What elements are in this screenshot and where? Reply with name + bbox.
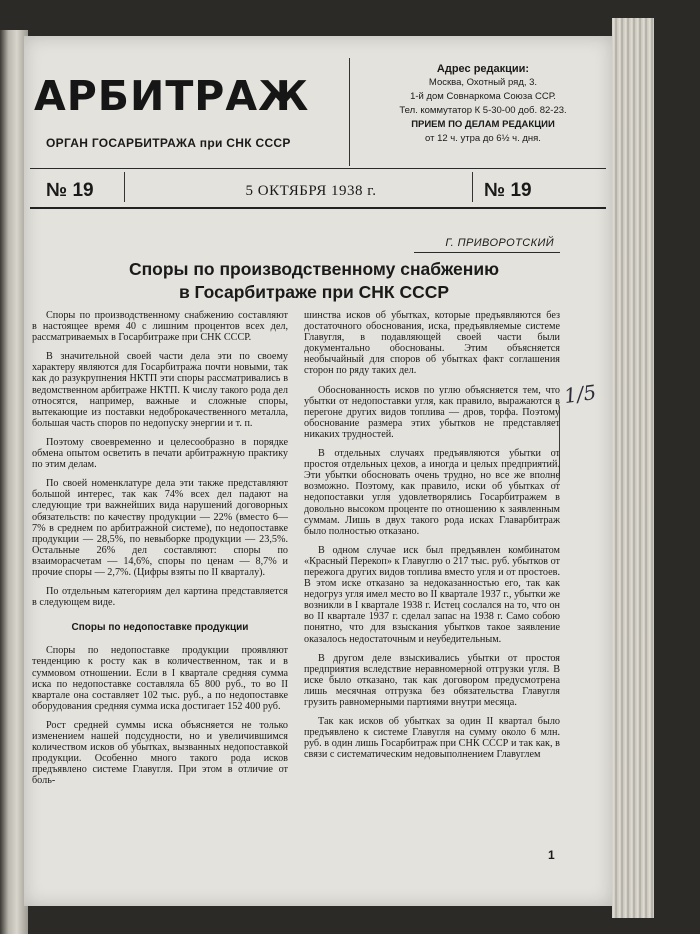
paragraph: В другом деле взыскивались убытки от простоя предприятия вследствие неравномерной отгрузки угля. В иске было отказано, так как договором предусмотрена лишь месячная отгрузка без обязательства Главугля грузить равномерными партиями внутри месяца. (304, 652, 560, 708)
title-line: Споры по производственному снабжению (128, 259, 500, 279)
article-title (54, 258, 574, 304)
masthead-divider (349, 58, 350, 166)
address-heading: Адрес редакции: (436, 63, 530, 75)
address-line: от 12 ч. утра до 6½ ч. дня. (425, 133, 541, 144)
article-author: Г. ПРИВОРОТСКИЙ (445, 237, 554, 249)
paragraph: В отдельных случаях предъявляются убытки от простоя отдельных цехов, а иногда и целых предприятий. Эти убытки обосновать очень трудно, но все же вполне возможно. Поэтому, как правило, иски об убытках от недопоставки угля удовлетворялись Госарбитражем в довольно высоком проценте по отношению к заявленным суммам. Лишь в двух такого рода исках Главарбитраж было полностью отказано. (304, 448, 560, 537)
newspaper-page (24, 36, 612, 906)
binder-edge-right (612, 18, 654, 918)
address-line: 1-й дом Совнаркома Союза ССР. (410, 91, 556, 102)
address-line: Тел. коммутатор К 5-30-00 доб. 82-23. (399, 105, 567, 116)
paragraph: Обоснованность исков по углю объясняется тем, что убытки от недопоставки угля, как правило, выражаются в перегоне других видов топлива — дров, торфа. Поэтому обоснование размера этих убытков не представляет никаких трудностей. (304, 384, 560, 440)
paragraph: шинства исков об убытках, которые предъявляются без достаточного обоснования, иска, предъявляемые системе Главугля, в подавляющей своей части были документально обоснованы. Этим объясняется необычайный для споров об убытках факт соглашения сторон по ряду таких дел. (304, 310, 560, 377)
issue-date: 5 ОКТЯБРЯ 1938 г. (245, 183, 377, 199)
masthead-title: АРБИТРАЖ (34, 72, 310, 120)
title-line: в Госарбитраже при СНК СССР (178, 282, 450, 302)
section-heading: Споры по недопоставке продукции (71, 622, 249, 634)
handwritten-annotation: 1/5 (562, 379, 598, 409)
paragraph: По своей номенклатуре дела эти также представляют большой интерес, так как 74% всех дел падают на следующие три важнейших вида нарушений договорных обязательств: по качеству продукции — 22% (вместо 6—7% в среднем по арбитражной системе), по недопоставке продукции — 28,5%, по невыборке продукции — 23,5%. Остальные 26% дел составляют: споры по взаиморасчетам — 14,6%, споры по ценам — 8,7% и прочие споры — 2,7%. (Цифры взяты по II кварталу). (32, 478, 288, 578)
issue-separator (472, 172, 473, 202)
issue-number-right: № 19 (484, 180, 532, 201)
margin-bracket-mark (551, 402, 560, 484)
paragraph: В одном случае иск был предъявлен комбинатом «Красный Перекоп» к Главуглю о 217 тыс. руб. убытков от пережога других видов топлива вместо угля и от простоев. В этом иске отказано за недоказанностью его, так как недогруз угля имел место во II квартале 1937 г., убытки же возникли в I квартале 1938 г. Истец сослался на то, что он во II квартале 1937 г. сделал запас на 1938 г. Само собою понятно, что для взыскания убытков такое заявление оказалось недостаточным и неубедительным. (304, 544, 560, 645)
paragraph: Поэтому своевременно и целесообразно в порядке обмена опытом осветить в печати арбитражную практику по этим делам. (32, 436, 288, 471)
header-rule-top (30, 168, 606, 169)
author-underline (414, 252, 560, 253)
paragraph: Споры по производственному снабжению составляют в настоящее время 40 с лишним процентов всех дел, рассматриваемых в Госарбитраже при СНК СССР. (32, 310, 288, 344)
page-number: 1 (548, 848, 555, 862)
issue-number-left: № 19 (46, 180, 94, 201)
paragraph: Так как исков об убытках за один II квартал было предъявлено к системе Главугля на сумму около 6 млн. руб. в один лишь Госарбитраж при СНК СССР и так как, в связи с систематическим недовыполнением Главуглем (304, 716, 560, 761)
text-column-right (304, 310, 560, 768)
paragraph: Споры по недопоставке продукции проявляют тенденцию к росту как в количественном, так и в суммовом отношении. Если в I квартале средняя сумма иска по недопоставке составляла 65 800 руб., то во II квартале она составляет 102 тыс. руб., а по недопоставке оборудования средняя сумма иска достигает 152 400 руб. (32, 645, 288, 712)
header-rule-bottom (30, 207, 606, 209)
address-line: ПРИЕМ ПО ДЕЛАМ РЕДАКЦИИ (411, 119, 555, 130)
text-column-left (32, 310, 288, 794)
paragraph: Рост средней суммы иска объясняется не только изменением нашей подсудности, но и увеличившимся количеством исков об убытках, вызванных недопоставкой продукции. Особенно много такого рода исков предъявлено системе Главугля. При этом в отличие от боль- (32, 719, 288, 787)
address-line: Москва, Охотный ряд, 3. (428, 77, 538, 88)
issue-separator (124, 172, 125, 202)
editorial-address (358, 62, 608, 146)
paragraph: По отдельным категориям дел картина представляется в следующем виде. (32, 586, 288, 609)
masthead-subtitle: ОРГАН ГОСАРБИТРАЖА при СНК СССР (46, 136, 291, 150)
paragraph: В значительной своей части дела эти по своему характеру являются для Госарбитража почти новыми, так как до разукрупнения НКТП эти споры рассматривались в ведомственном арбитраже НКТП. К числу такого рода дел относятся, например, важные и сложные споры, вытекающие из поставки недоброкачественного металла, большая часть споров по недопуску энергии и т. п. (32, 351, 288, 429)
